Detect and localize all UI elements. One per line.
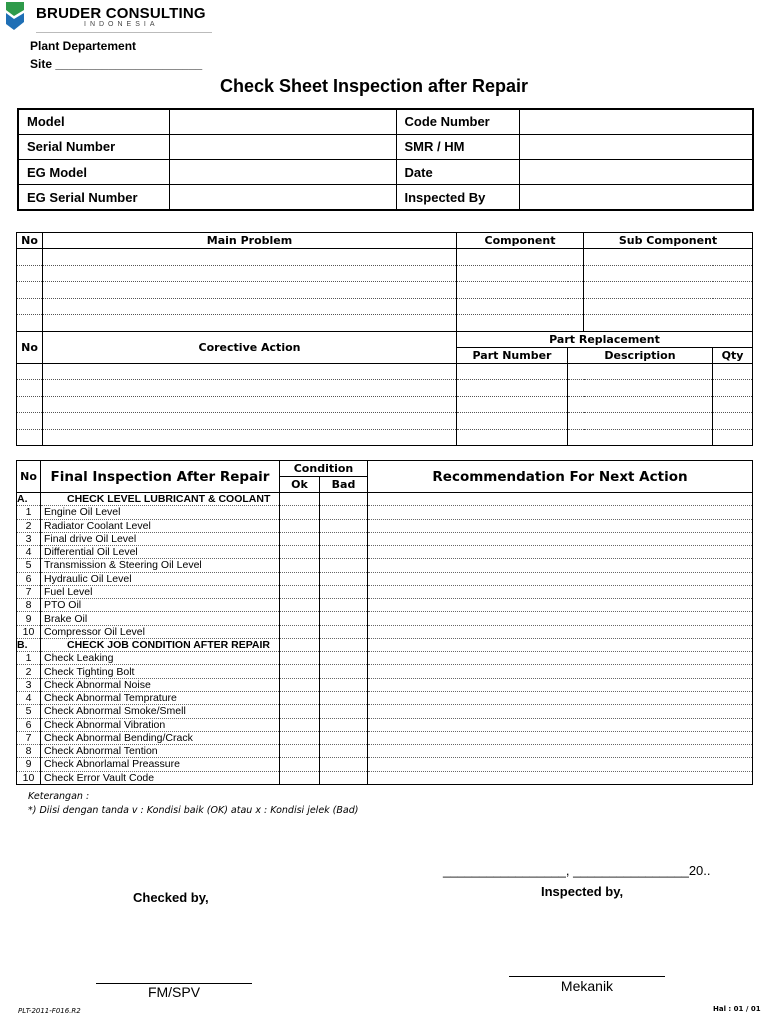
section-row (17, 638, 753, 651)
condition-header: Condition (280, 461, 368, 477)
date-line[interactable]: _________________, ________________20.. (443, 863, 711, 878)
recommendation-cell[interactable] (368, 612, 753, 625)
item-label: Check Abnormal Bending/Crack (41, 731, 280, 744)
info-row (18, 185, 753, 210)
unit-info-table (17, 108, 754, 211)
item-number: 10 (17, 625, 41, 638)
blank-cell[interactable] (43, 413, 457, 430)
section-title: CHECK JOB CONDITION AFTER REPAIR (41, 638, 280, 651)
inspection-row (17, 532, 753, 545)
recommendation-cell[interactable] (368, 705, 753, 718)
item-number: 3 (17, 678, 41, 691)
company-name: BRUDER CONSULTING (36, 5, 206, 22)
ok-cell[interactable] (280, 638, 320, 651)
blank-cell[interactable] (713, 413, 753, 430)
final-no-header: No (17, 461, 41, 493)
item-number: 10 (17, 771, 41, 784)
bad-cell[interactable] (320, 652, 368, 665)
blank-cell[interactable] (17, 265, 43, 282)
blank-cell[interactable] (584, 298, 753, 315)
recommendation-cell[interactable] (368, 559, 753, 572)
blank-cell[interactable] (17, 315, 43, 332)
item-number: 5 (17, 705, 41, 718)
bad-cell[interactable] (320, 678, 368, 691)
blank-cell[interactable] (43, 396, 457, 413)
blank-cell[interactable] (457, 363, 568, 380)
bad-cell[interactable] (320, 771, 368, 784)
bad-cell[interactable] (320, 519, 368, 532)
ok-cell[interactable] (280, 745, 320, 758)
blank-cell[interactable] (457, 380, 568, 397)
blank-cell[interactable] (457, 298, 584, 315)
blank-row (17, 429, 753, 446)
corrective-header-row (17, 331, 753, 347)
inspection-row (17, 652, 753, 665)
ok-cell[interactable] (280, 731, 320, 744)
info-label: EG Serial Number (18, 185, 169, 210)
blank-cell[interactable] (43, 298, 457, 315)
checked-by-label: Checked by, (133, 890, 209, 905)
info-row (18, 160, 753, 185)
blank-cell[interactable] (43, 363, 457, 380)
info-label: Model (18, 109, 169, 134)
item-label: Engine Oil Level (41, 506, 280, 519)
recommendation-header: Recommendation For Next Action (368, 461, 753, 493)
item-number: 2 (17, 519, 41, 532)
item-label: Fuel Level (41, 585, 280, 598)
bad-cell[interactable] (320, 612, 368, 625)
item-number: 7 (17, 731, 41, 744)
info-value-field[interactable] (169, 185, 396, 210)
item-number: 2 (17, 665, 41, 678)
description-header: Description (568, 347, 713, 363)
ok-cell[interactable] (280, 585, 320, 598)
ok-cell[interactable] (280, 546, 320, 559)
info-label: SMR / HM (396, 134, 519, 159)
bad-cell[interactable] (320, 638, 368, 651)
blank-row (17, 380, 753, 397)
item-label: Check Abnormal Smoke/Smell (41, 705, 280, 718)
bad-cell[interactable] (320, 585, 368, 598)
brand-divider (36, 32, 212, 33)
inspection-row (17, 599, 753, 612)
inspection-row (17, 718, 753, 731)
ok-cell[interactable] (280, 665, 320, 678)
blank-cell[interactable] (43, 282, 457, 299)
ok-cell[interactable] (280, 625, 320, 638)
item-number: 9 (17, 758, 41, 771)
main-problem-header: Main Problem (43, 233, 457, 249)
blank-row (17, 413, 753, 430)
bad-cell[interactable] (320, 625, 368, 638)
ok-cell[interactable] (280, 599, 320, 612)
condition-note: *) Diisi dengan tanda v : Kondisi baik (OK) atau x : Kondisi jelek (Bad) (28, 805, 359, 816)
blank-cell[interactable] (584, 315, 753, 332)
blank-cell[interactable] (457, 429, 568, 446)
item-number: 9 (17, 612, 41, 625)
recommendation-cell[interactable] (368, 572, 753, 585)
item-label: Brake Oil (41, 612, 280, 625)
recommendation-cell[interactable] (368, 718, 753, 731)
bad-cell[interactable] (320, 532, 368, 545)
blank-cell[interactable] (568, 413, 713, 430)
no-header: No (17, 331, 43, 363)
blank-cell[interactable] (17, 298, 43, 315)
blank-cell[interactable] (17, 380, 43, 397)
blank-cell[interactable] (17, 363, 43, 380)
recommendation-cell[interactable] (368, 731, 753, 744)
company-subtitle: INDONESIA (84, 21, 159, 28)
bad-cell[interactable] (320, 758, 368, 771)
info-value-field[interactable] (519, 160, 753, 185)
site-field[interactable]: Site ______________________ (30, 57, 203, 71)
ok-cell[interactable] (280, 758, 320, 771)
recommendation-cell[interactable] (368, 665, 753, 678)
item-number: 6 (17, 572, 41, 585)
item-label: Check Error Vault Code (41, 771, 280, 784)
blank-cell[interactable] (43, 265, 457, 282)
component-header: Component (457, 233, 584, 249)
blank-row (17, 315, 753, 332)
recommendation-cell[interactable] (368, 493, 753, 506)
blank-row (17, 298, 753, 315)
inspection-row (17, 546, 753, 559)
blank-cell[interactable] (43, 380, 457, 397)
qty-header: Qty (713, 347, 753, 363)
document-code: PLT-2011-F016.R2 (18, 1007, 81, 1015)
info-label: Code Number (396, 109, 519, 134)
bad-cell[interactable] (320, 691, 368, 704)
ok-cell[interactable] (280, 506, 320, 519)
blank-cell[interactable] (457, 282, 584, 299)
blank-cell[interactable] (713, 396, 753, 413)
inspection-row (17, 731, 753, 744)
info-value-field[interactable] (519, 109, 753, 134)
mekanik-label: Mekanik (560, 978, 614, 994)
blank-row (17, 282, 753, 299)
info-row (18, 109, 753, 134)
blank-row (17, 396, 753, 413)
blank-cell[interactable] (43, 315, 457, 332)
recommendation-cell[interactable] (368, 745, 753, 758)
blank-cell[interactable] (713, 363, 753, 380)
bad-cell[interactable] (320, 665, 368, 678)
item-label: Check Tighting Bolt (41, 665, 280, 678)
info-value-field[interactable] (169, 134, 396, 159)
recommendation-cell[interactable] (368, 691, 753, 704)
recommendation-cell[interactable] (368, 546, 753, 559)
page-title: Check Sheet Inspection after Repair (219, 76, 529, 96)
section-title: CHECK LEVEL LUBRICANT & COOLANT (41, 493, 280, 506)
inspection-row (17, 691, 753, 704)
item-label: Check Abnorlamal Preassure (41, 758, 280, 771)
info-label: EG Model (18, 160, 169, 185)
bad-cell[interactable] (320, 718, 368, 731)
bad-cell[interactable] (320, 705, 368, 718)
inspection-row (17, 705, 753, 718)
recommendation-cell[interactable] (368, 678, 753, 691)
bad-cell[interactable] (320, 546, 368, 559)
info-label: Date (396, 160, 519, 185)
ok-cell[interactable] (280, 678, 320, 691)
ok-cell[interactable] (280, 493, 320, 506)
item-number: 1 (17, 652, 41, 665)
inspection-row (17, 745, 753, 758)
blank-cell[interactable] (713, 380, 753, 397)
blank-row (17, 265, 753, 282)
item-label: Final drive Oil Level (41, 532, 280, 545)
inspection-row (17, 519, 753, 532)
blank-cell[interactable] (17, 249, 43, 266)
blank-cell[interactable] (457, 396, 568, 413)
item-number: 8 (17, 745, 41, 758)
ok-cell[interactable] (280, 612, 320, 625)
inspection-row (17, 678, 753, 691)
blank-cell[interactable] (17, 429, 43, 446)
blank-cell[interactable] (43, 249, 457, 266)
info-value-field[interactable] (169, 160, 396, 185)
blank-cell[interactable] (584, 265, 753, 282)
ok-cell[interactable] (280, 559, 320, 572)
recommendation-cell[interactable] (368, 585, 753, 598)
section-code: B. (17, 638, 41, 651)
inspection-row (17, 506, 753, 519)
blank-cell[interactable] (457, 315, 584, 332)
recommendation-cell[interactable] (368, 625, 753, 638)
item-number: 5 (17, 559, 41, 572)
recommendation-cell[interactable] (368, 532, 753, 545)
part-replacement-header: Part Replacement (457, 331, 753, 347)
item-label: Check Abnormal Temprature (41, 691, 280, 704)
blank-cell[interactable] (17, 396, 43, 413)
recommendation-cell[interactable] (368, 758, 753, 771)
info-label: Inspected By (396, 185, 519, 210)
blank-cell[interactable] (584, 282, 753, 299)
blank-cell[interactable] (568, 429, 713, 446)
blank-cell[interactable] (17, 282, 43, 299)
mekanik-signature-line[interactable] (509, 976, 665, 977)
fm-spv-label: FM/SPV (147, 984, 201, 1000)
bad-cell[interactable] (320, 599, 368, 612)
problem-table (16, 232, 753, 446)
blank-cell[interactable] (457, 249, 584, 266)
sub-component-header: Sub Component (584, 233, 753, 249)
item-number: 4 (17, 691, 41, 704)
section-row (17, 493, 753, 506)
recommendation-cell[interactable] (368, 638, 753, 651)
bad-cell[interactable] (320, 506, 368, 519)
ok-cell[interactable] (280, 532, 320, 545)
final-inspection-header: Final Inspection After Repair (41, 461, 280, 493)
part-number-header: Part Number (457, 347, 568, 363)
blank-cell[interactable] (457, 265, 584, 282)
info-row (18, 134, 753, 159)
info-value-field[interactable] (519, 185, 753, 210)
bad-header: Bad (320, 477, 368, 493)
recommendation-cell[interactable] (368, 519, 753, 532)
item-number: 8 (17, 599, 41, 612)
blank-cell[interactable] (713, 429, 753, 446)
info-value-field[interactable] (519, 134, 753, 159)
blank-row (17, 249, 753, 266)
item-label: Compressor Oil Level (41, 625, 280, 638)
blank-cell[interactable] (43, 429, 457, 446)
recommendation-cell[interactable] (368, 652, 753, 665)
recommendation-cell[interactable] (368, 599, 753, 612)
no-header: No (17, 233, 43, 249)
recommendation-cell[interactable] (368, 771, 753, 784)
plant-department-label: Plant Departement (30, 39, 137, 53)
item-label: Check Abnormal Vibration (41, 718, 280, 731)
item-label: Hydraulic Oil Level (41, 572, 280, 585)
final-inspection-table (16, 460, 753, 785)
blank-cell[interactable] (568, 396, 713, 413)
inspected-by-label: Inspected by, (541, 884, 624, 899)
company-logo-icon (0, 0, 30, 34)
ok-cell[interactable] (280, 652, 320, 665)
ok-cell[interactable] (280, 519, 320, 532)
recommendation-cell[interactable] (368, 506, 753, 519)
item-label: Transmission & Steering Oil Level (41, 559, 280, 572)
blank-row (17, 363, 753, 380)
item-number: 4 (17, 546, 41, 559)
bad-cell[interactable] (320, 731, 368, 744)
bad-cell[interactable] (320, 745, 368, 758)
ok-cell[interactable] (280, 691, 320, 704)
item-label: Differential Oil Level (41, 546, 280, 559)
ok-cell[interactable] (280, 771, 320, 784)
item-label: PTO Oil (41, 599, 280, 612)
item-label: Radiator Coolant Level (41, 519, 280, 532)
item-number: 1 (17, 506, 41, 519)
inspection-row (17, 771, 753, 784)
inspection-row (17, 758, 753, 771)
ok-header: Ok (280, 477, 320, 493)
item-label: Check Abnormal Tention (41, 745, 280, 758)
ok-cell[interactable] (280, 572, 320, 585)
blank-cell[interactable] (568, 380, 713, 397)
page-number: Hal : 01 / 01 (713, 1005, 761, 1013)
inspection-row (17, 559, 753, 572)
blank-cell[interactable] (584, 249, 753, 266)
blank-cell[interactable] (17, 413, 43, 430)
inspection-row (17, 665, 753, 678)
blank-cell[interactable] (568, 363, 713, 380)
item-label: Check Abnormal Noise (41, 678, 280, 691)
bad-cell[interactable] (320, 572, 368, 585)
section-code: A. (17, 493, 41, 506)
ok-cell[interactable] (280, 705, 320, 718)
item-number: 7 (17, 585, 41, 598)
inspection-row (17, 612, 753, 625)
keterangan-label: Keterangan : (28, 791, 90, 802)
inspection-row (17, 572, 753, 585)
item-number: 6 (17, 718, 41, 731)
bad-cell[interactable] (320, 493, 368, 506)
bad-cell[interactable] (320, 559, 368, 572)
inspection-row (17, 585, 753, 598)
item-label: Check Leaking (41, 652, 280, 665)
ok-cell[interactable] (280, 718, 320, 731)
info-label: Serial Number (18, 134, 169, 159)
info-value-field[interactable] (169, 109, 396, 134)
blank-cell[interactable] (457, 413, 568, 430)
corrective-action-header: Corective Action (43, 331, 457, 363)
item-number: 3 (17, 532, 41, 545)
inspection-row (17, 625, 753, 638)
